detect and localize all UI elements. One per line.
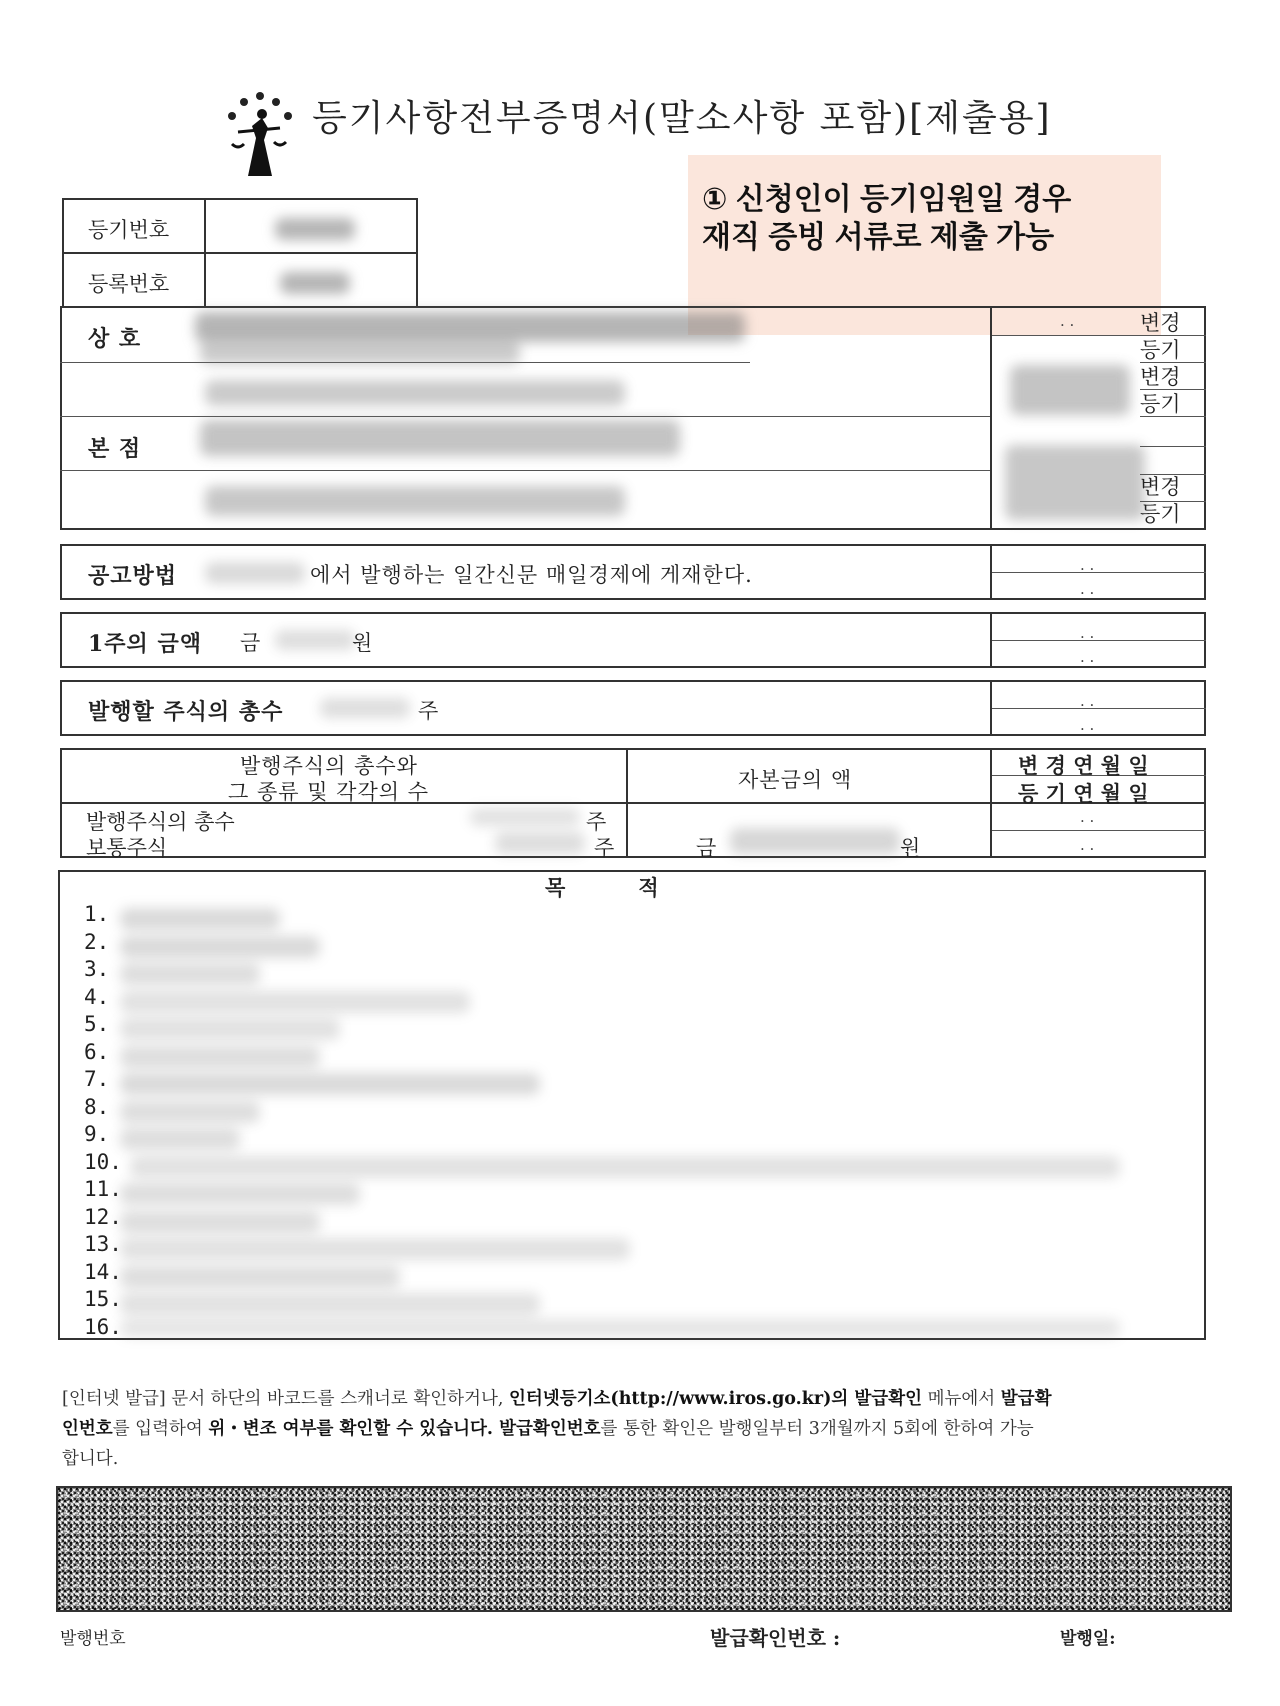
document-title: 등기사항전부증명서(말소사항 포함)[제출용] — [312, 98, 1052, 139]
change-label-1: 변경 — [1140, 311, 1181, 335]
purpose-item-7: 7. — [84, 1067, 110, 1091]
par-value-label: 1주의 금액 — [88, 631, 202, 657]
purpose-item-10: 10. — [84, 1150, 122, 1174]
purpose-item-6: 6. — [84, 1040, 110, 1064]
callout-line-2: 재직 증빙 서류로 제출 가능 — [702, 221, 1055, 254]
shares-row-total-unit: 주 — [586, 810, 607, 834]
purpose-item-13: 13. — [84, 1232, 122, 1256]
par-date-2: . . — [1080, 648, 1095, 666]
par-value-prefix: 금 — [240, 631, 261, 655]
par-date-1: . . — [1080, 624, 1095, 642]
change-label-4: 등기 — [1140, 392, 1181, 416]
reg-number-label: 등기번호 — [88, 218, 170, 242]
court-logo-icon — [218, 88, 298, 178]
note-part-i: 합니다. — [62, 1449, 119, 1469]
issue-number-label: 발행번호 — [60, 1629, 126, 1649]
purpose-item-16: 16. — [84, 1315, 122, 1339]
notice-date-1: . . — [1080, 556, 1095, 574]
purpose-item-2: 2. — [84, 930, 110, 954]
authorized-shares-unit: 주 — [418, 699, 439, 723]
purpose-item-3: 3. — [84, 957, 110, 981]
note-part-g: 위・변조 여부를 확인할 수 있습니다. 발급확인번호 — [208, 1419, 601, 1439]
callout-line-1: ① 신청인이 등기임원일 경우 — [702, 183, 1072, 216]
purpose-item-12: 12. — [84, 1205, 122, 1229]
barcode-noise-icon — [58, 1488, 1232, 1612]
shares-row-total-label: 발행주식의 총수 — [86, 810, 235, 834]
record-number-label: 등록번호 — [88, 272, 170, 296]
shares-date-1: . . — [1080, 808, 1095, 826]
note-part-a: [인터넷 발급] 문서 하단의 바코드를 스캐너로 확인하거나, — [62, 1389, 509, 1409]
purpose-item-11: 11. — [84, 1177, 122, 1201]
par-value-unit: 원 — [352, 631, 373, 655]
barcode-block — [56, 1486, 1232, 1612]
head-office-label: 본 점 — [88, 436, 142, 462]
capital-prefix: 금 — [696, 836, 717, 860]
shares-header-change-date: 변 경 연 월 일 — [1018, 753, 1149, 778]
company-name-label: 상 호 — [88, 326, 142, 352]
change-label-6: 등기 — [1140, 502, 1181, 526]
notice-text: 에서 발행하는 일간신문 매일경제에 게재한다. — [310, 563, 753, 587]
shares-header-left-1: 발행주식의 총수와 — [240, 754, 418, 778]
note-part-f: 를 입력하여 — [112, 1419, 209, 1439]
shares-row-common-unit: 주 — [594, 836, 615, 860]
confirm-number-label: 발급확인번호 : — [710, 1626, 841, 1650]
note-part-e: 인번호 — [62, 1419, 113, 1439]
auth-date-1: . . — [1080, 692, 1095, 710]
notice-label: 공고방법 — [88, 563, 178, 589]
capital-unit: 원 — [900, 836, 921, 860]
purpose-item-8: 8. — [84, 1095, 110, 1119]
purpose-item-9: 9. — [84, 1122, 110, 1146]
note-part-b: 인터넷등기소(http://www.iros.go.kr)의 발급확인 — [508, 1389, 923, 1409]
auth-date-2: . . — [1080, 716, 1095, 734]
shares-header-left-2: 그 종류 및 각각의 수 — [228, 780, 429, 804]
note-part-c: 메뉴에서 — [922, 1389, 1001, 1409]
purpose-item-1: 1. — [84, 902, 110, 926]
company-date-1: . . — [1060, 312, 1075, 330]
purpose-item-14: 14. — [84, 1260, 122, 1284]
purpose-item-15: 15. — [84, 1287, 122, 1311]
authorized-shares-label: 발행할 주식의 총수 — [88, 699, 284, 725]
note-part-d: 발급확 — [1000, 1389, 1052, 1409]
issue-date-label: 발행일: — [1060, 1629, 1116, 1649]
notice-date-2: . . — [1080, 580, 1095, 598]
purpose-item-5: 5. — [84, 1012, 110, 1036]
shares-header-reg-date: 등 기 연 월 일 — [1018, 781, 1149, 806]
change-label-3: 변경 — [1140, 365, 1181, 389]
change-label-2: 등기 — [1140, 338, 1181, 362]
purpose-item-4: 4. — [84, 985, 110, 1009]
note-part-h: 를 통한 확인은 발행일부터 3개월까지 5회에 한하여 가능 — [600, 1419, 1034, 1439]
change-label-5: 변경 — [1140, 475, 1181, 499]
shares-date-2: . . — [1080, 836, 1095, 854]
shares-header-capital: 자본금의 액 — [738, 768, 853, 792]
verification-note — [62, 1384, 1232, 1474]
shares-row-common-label: 보통주식 — [86, 836, 168, 860]
purpose-header: 목 적 — [545, 875, 659, 900]
